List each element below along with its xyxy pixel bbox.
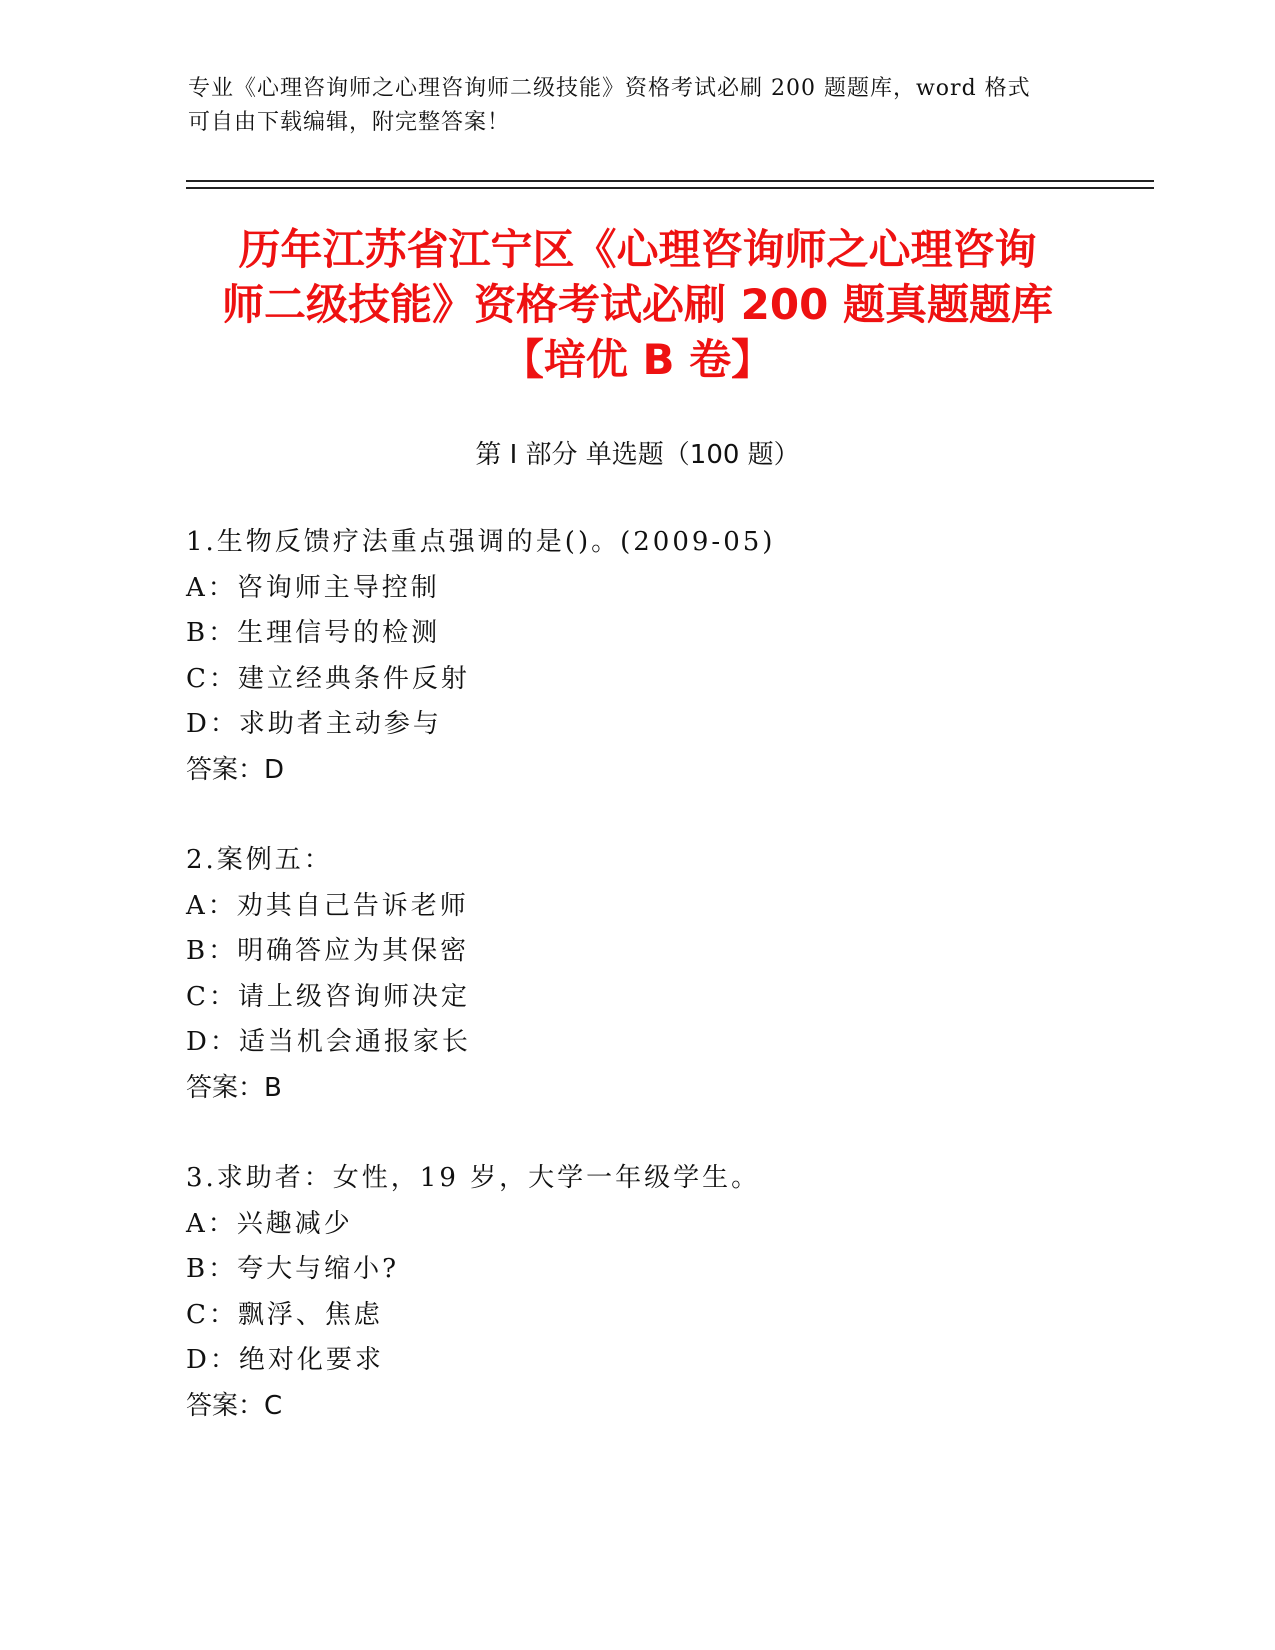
option-a: A：兴趣减少 xyxy=(186,1208,353,1239)
option-a: A：劝其自己告诉老师 xyxy=(186,890,469,921)
option-a: A：咨询师主导控制 xyxy=(186,572,440,603)
option-b: B：明确答应为其保密 xyxy=(186,936,470,966)
question-3 xyxy=(186,1156,1086,1429)
option-d: D：绝对化要求 xyxy=(186,1345,384,1375)
option-d: D：适当机会通报家长 xyxy=(186,1027,471,1057)
option-c: C：建立经典条件反射 xyxy=(186,663,470,694)
option-b: B：生理信号的检测 xyxy=(186,618,441,648)
header-note-line-1: 专业《心理咨询师之心理咨询师二级技能》资格考试必刷 200 题题库，word 格式 xyxy=(188,76,1031,101)
header-rule-bottom xyxy=(186,187,1154,189)
document-title xyxy=(150,222,1125,387)
question-list xyxy=(186,520,1086,1474)
option-b: B：夸大与缩小? xyxy=(186,1254,400,1284)
header-note xyxy=(188,72,1068,140)
answer: 答案：B xyxy=(186,1072,282,1103)
question-1 xyxy=(186,520,1086,793)
document-title-line-3: 【培优 B 卷】 xyxy=(501,335,774,384)
section-heading: 第 I 部分 单选题（100 题） xyxy=(475,440,800,470)
header-note-line-2: 可自由下载编辑，附完整答案！ xyxy=(188,110,511,135)
document-title-line-2: 师二级技能》资格考试必刷 200 题真题题库 xyxy=(222,280,1053,329)
header-rule-top xyxy=(186,180,1154,182)
question-stem: 3.求助者：女性，19 岁，大学一年级学生。 xyxy=(186,1163,761,1193)
answer: 答案：C xyxy=(186,1390,283,1421)
answer: 答案：D xyxy=(186,754,285,785)
document-title-line-1: 历年江苏省江宁区《心理咨询师之心理咨询 xyxy=(238,225,1037,274)
option-c: C：飘浮、焦虑 xyxy=(186,1299,383,1330)
option-c: C：请上级咨询师决定 xyxy=(186,981,470,1012)
question-stem: 1.生物反馈疗法重点强调的是()。(2009-05) xyxy=(186,527,776,557)
option-d: D：求助者主动参与 xyxy=(186,709,442,739)
question-stem: 2.案例五： xyxy=(186,845,333,875)
question-2 xyxy=(186,838,1086,1111)
